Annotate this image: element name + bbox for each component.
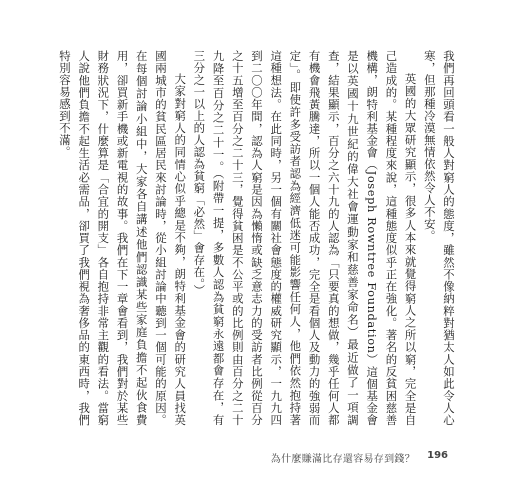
running-title: 為什麼賺滿比存還容易存到錢？ [270, 454, 415, 465]
page-number: 196 [427, 450, 448, 461]
paragraph: 英國的大眾研究顯示，很多人本來就覺得窮人之所以窮，完全是自己造成的。某種程度來說，這種態度似乎正在強化。著名的反貧困慈善機構，朗特利基金會（Joseph Rowntree Foundation）這個基金會是以英國十九世紀的偉大社會運動家和慈善家命名）最近做了一項調查，結果顯示，百分之六十九的人認為「只要真的想做，幾乎任何人都有機會飛黃騰達，所以一個人能否成功，完全是看個人及動力的強弱而定」。即使許多受訪者認為經濟低迷可能影響任何人，他們依然抱持著這種想法。在此同時，另一個有關社會態度的權威研究顯示，一九九四到二〇〇年間，認為人窮是因為懶惰或缺乏意志力的受訪者比例從百分之十五增至百分之二十三，覺得貧困是不公平或的比例則由百分之二十九降至百分之二十一。（附帶一提，多數人認為貧窮永遠都會存在，有三分之一以上的人認為貧窮「必然」會存在。） [192, 50, 418, 426]
vertical-text-body [58, 50, 458, 426]
paragraph: 大家對窮人的同情心似乎總是不夠，朗特利基金會的研究人員找英國兩城市的貧民區居民來討論時，從小組討論中聽到一個可能的原因。在每個討論小組中，大家各自講述他們認識某些家庭負擔不起伙食費用，卻買新手機或新電視的故事。我們在下一章會看到，我們對於某些財務狀況下，什麼算是「合宜的開支」各自抱持非常主觀的看法。當窮人說他們負擔不起生活必需品，卻買了我們視為奢侈品的東西時，我們特別容易感到不滿。 [58, 50, 188, 426]
paragraph: 我們再回頭看一般人對窮人的態度，雖然不像納粹對猶太人如此令人心寒，但那種冷漠無情依然令人不安。 [422, 50, 456, 426]
page-footer [0, 450, 520, 470]
